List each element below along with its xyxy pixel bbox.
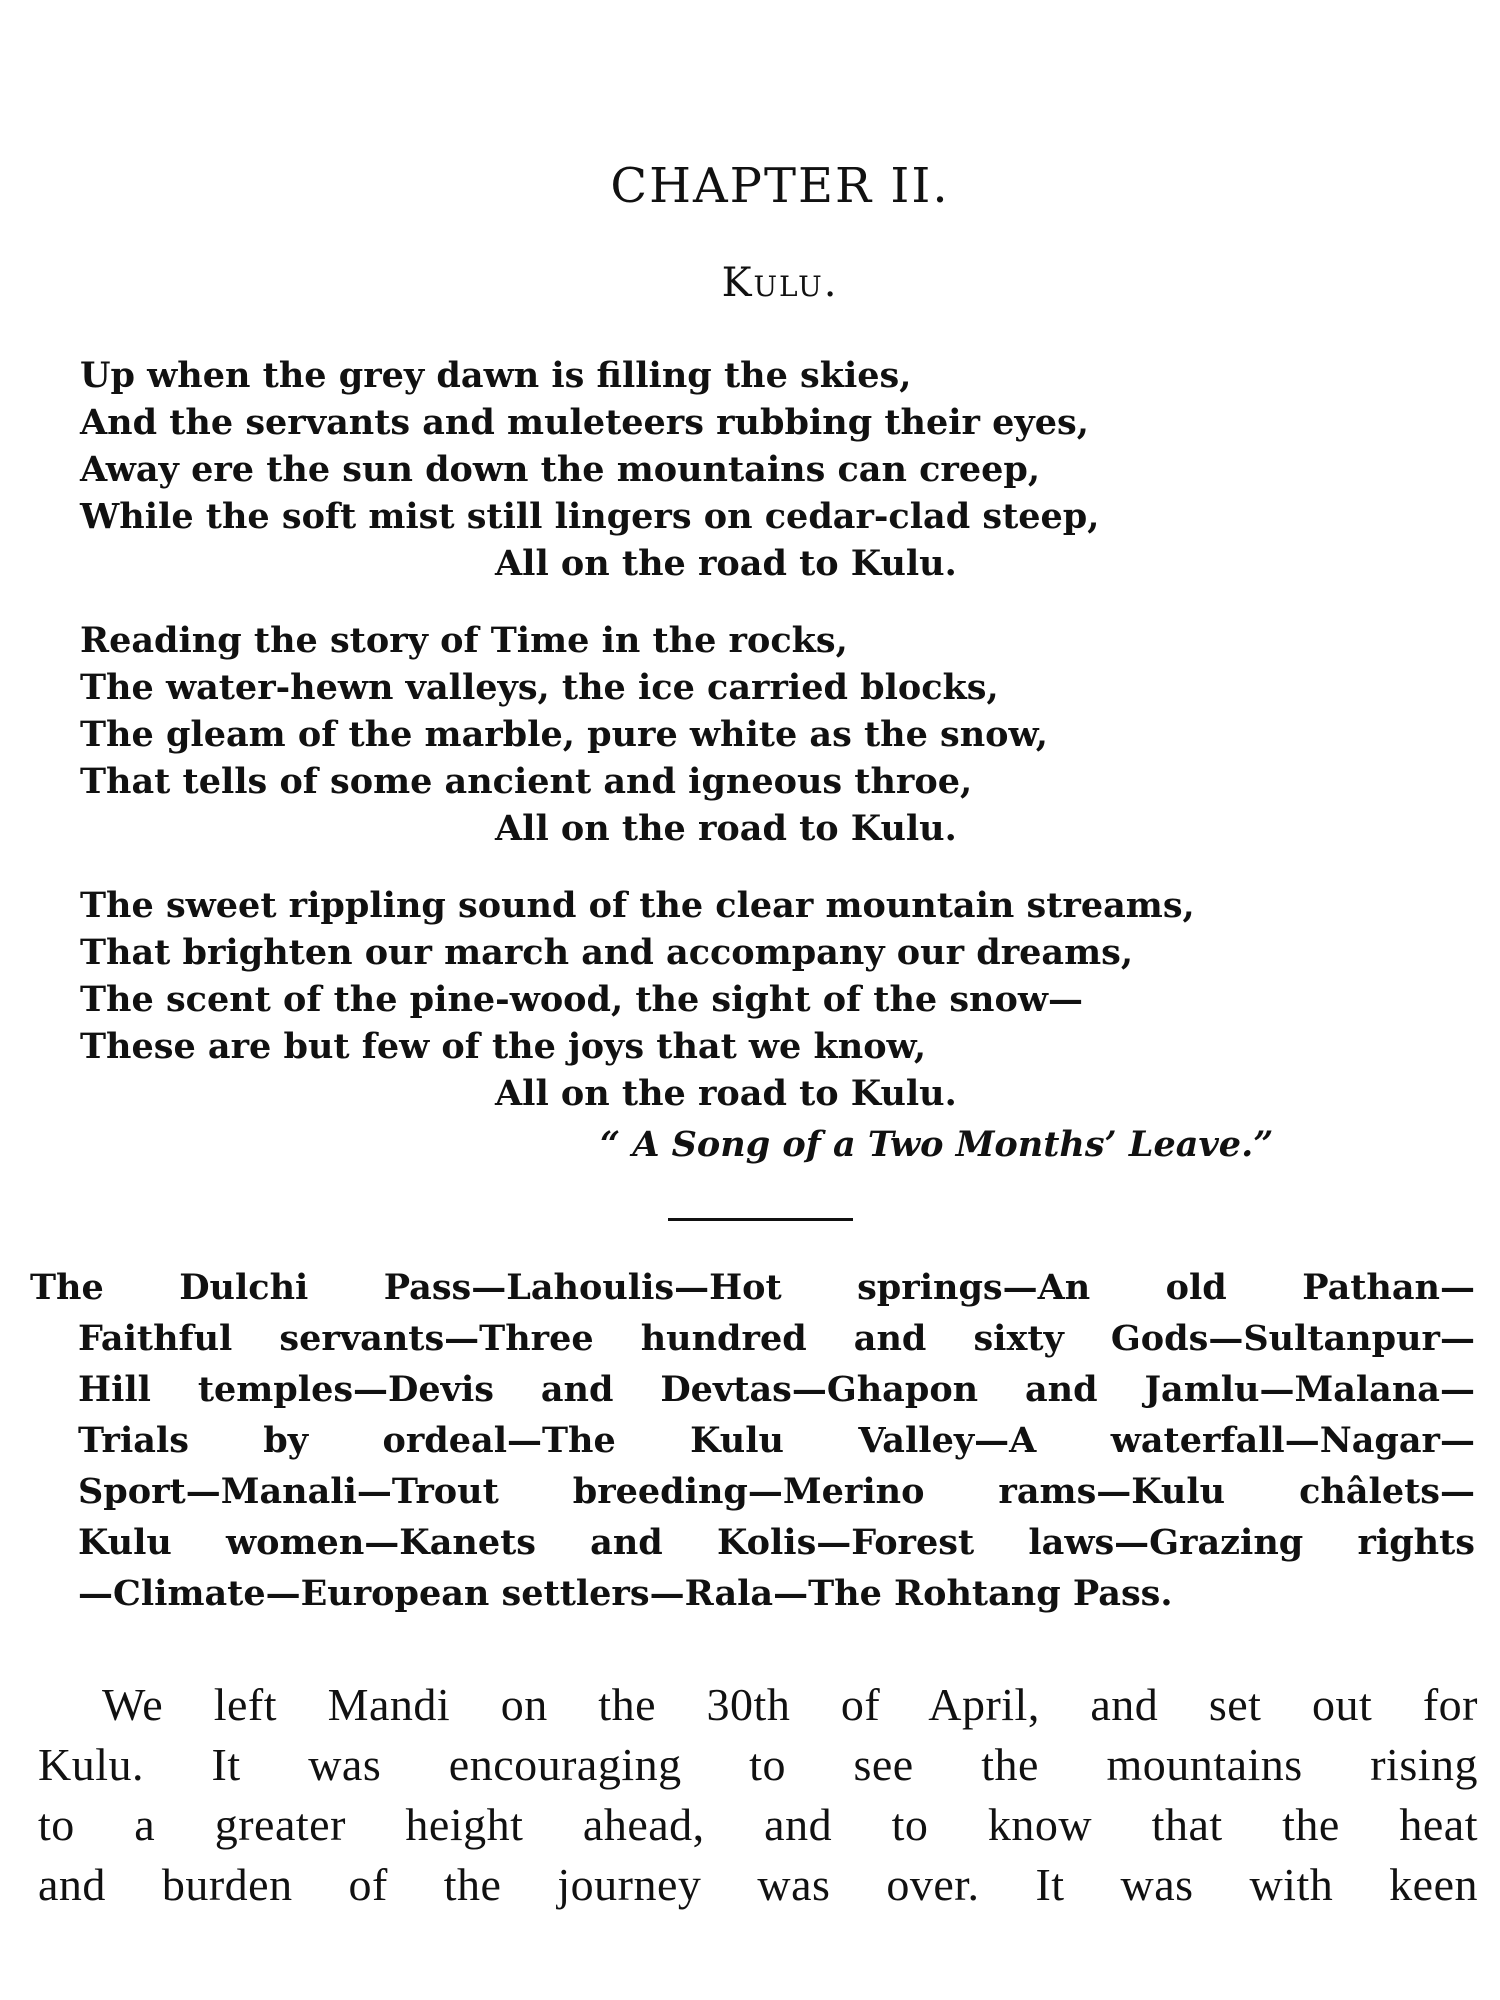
poem-line: And the servants and muleteers rubbing their eyes,	[80, 402, 1089, 443]
body-line: and burden of the journey was over. It was with keen	[38, 1859, 1478, 1910]
synopsis-line: Hill temples—Devis and Devtas—Ghapon and Jamlu—Malana—	[78, 1369, 1475, 1410]
poem-line: Reading the story of Time in the rocks,	[80, 620, 848, 661]
poem-line: These are but few of the joys that we know,	[80, 1026, 927, 1067]
poem-line: Away ere the sun down the mountains can creep,	[80, 449, 1041, 490]
poem-stanza	[80, 617, 1480, 852]
body-line: Kulu. It was encouraging to see the mountains rising	[38, 1739, 1478, 1790]
body-paragraph	[38, 1675, 1478, 1915]
section-divider	[668, 1218, 853, 1221]
poem-line: That brighten our march and accompany our dreams,	[80, 932, 1134, 973]
poem-line: The water-hewn valleys, the ice carried blocks,	[80, 667, 999, 708]
synopsis-line: —Climate—European settlers—Rala—The Rohtang Pass.	[78, 1573, 1173, 1614]
poem-line: While the soft mist still lingers on cedar-clad steep,	[80, 496, 1100, 537]
synopsis-line: Sport—Manali—Trout breeding—Merino rams—Kulu châlets—	[78, 1471, 1475, 1512]
poem-line: The sweet rippling sound of the clear mountain streams,	[80, 885, 1195, 926]
poem-stanza	[80, 882, 1480, 1117]
body-line: to a greater height ahead, and to know that the heat	[38, 1799, 1478, 1850]
synopsis-line: Faithful servants—Three hundred and sixty Gods—Sultanpur—	[78, 1318, 1475, 1359]
poem-line: The scent of the pine-wood, the sight of the snow—	[80, 979, 1083, 1020]
synopsis-line: The Dulchi Pass—Lahoulis—Hot springs—An old Pathan—	[30, 1267, 1475, 1308]
poem-refrain: All on the road to Kulu.	[495, 1073, 957, 1114]
body-line: We left Mandi on the 30th of April, and set out for	[102, 1679, 1478, 1730]
synopsis-line: Trials by ordeal—The Kulu Valley—A waterfall—Nagar—	[78, 1420, 1475, 1461]
poem-line: The gleam of the marble, pure white as the snow,	[80, 714, 1048, 755]
epigraph-poem	[80, 352, 1480, 1147]
poem-stanza	[80, 352, 1480, 587]
chapter-subtitle: Kulu.	[721, 260, 839, 306]
chapter-synopsis	[30, 1262, 1475, 1619]
poem-attribution: “ A Song of a Two Months’ Leave.”	[600, 1124, 1274, 1165]
poem-refrain: All on the road to Kulu.	[495, 543, 957, 584]
poem-line: That tells of some ancient and igneous throe,	[80, 761, 973, 802]
poem-line: Up when the grey dawn is filling the skies,	[80, 355, 912, 396]
poem-refrain: All on the road to Kulu.	[495, 808, 957, 849]
synopsis-line: Kulu women—Kanets and Kolis—Forest laws—Grazing rights	[78, 1522, 1475, 1563]
chapter-heading: CHAPTER II.	[610, 158, 950, 214]
